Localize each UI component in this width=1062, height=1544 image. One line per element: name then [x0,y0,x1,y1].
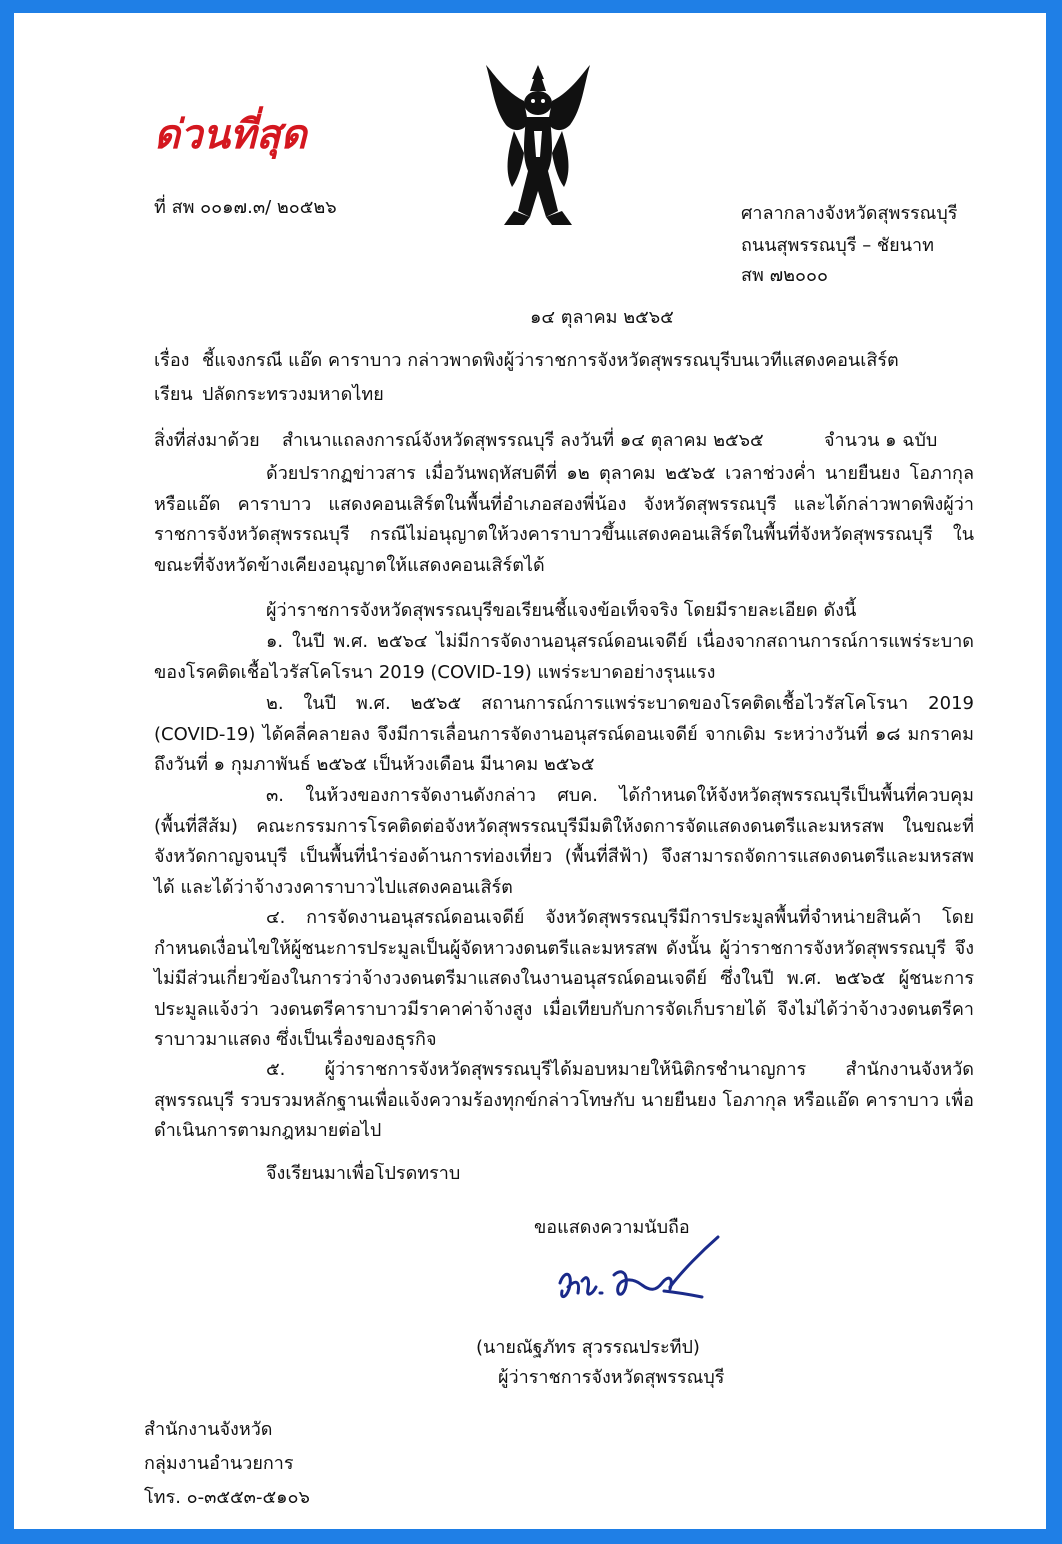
signatory-position: ผู้ว่าราชการจังหวัดสุพรรณบุรี [498,1367,725,1388]
body-item-3: ๓. ในห้วงของการจัดงานดังกล่าว ศบค. ได้กำหนดให้จังหวัดสุพรรณบุรีเป็นพื้นที่ควบคุม (พื้นที่สีส้ม) คณะกรรมการโรคติดต่อจังหวัดสุพรรณบุรีมีมติให้งดการจัดแสดงดนตรีและมหรสพ ในขณะที่จังหวัดกาญจนบุรี เป็นพื้นที่นำร่องด้านการท่องเที่ยว (พื้นที่สีฟ้า) จึงสามารถจัดการแสดงดนตรีและมหรสพได้ และได้ว่าจ้างวงคาราบาวไปแสดงคอนเสิร์ต [154,785,974,898]
footer-office: สำนักงานจังหวัด [144,1419,273,1440]
body-item-4: ๔. การจัดงานอนุสรณ์ดอนเจดีย์ จังหวัดสุพรรณบุรีมีการประมูลพื้นที่จำหน่ายสินค้า โดยกำหนดเงื่อนไขให้ผู้ชนะการประมูลเป็นผู้จัดหาวงดนตรีและมหรสพ ดังนั้น ผู้ว่าราชการจังหวัดสุพรรณบุรี จึงไม่มีส่วนเกี่ยวข้องในการว่าจ้างวงดนตรีมาแสดงในงานอนุสรณ์ดอนเจดีย์ ซึ่งในปี พ.ศ. ๒๕๖๕ ผู้ชนะการประมูลแจ้งว่า วงดนตรีคาราบาวมีราคาค่าจ้างสูง เมื่อเทียบกับการจัดเก็บรายได้ จึงไม่ได้ว่าจ้างวงดนตรีคาราบาวมาแสดง ซึ่งเป็นเรื่องของธุรกิจ [154,907,974,1050]
body-item-5: ๕. ผู้ว่าราชการจังหวัดสุพรรณบุรีได้มอบหมายให้นิติกรชำนาญการ สำนักงานจังหวัดสุพรรณบุรี รวบรวมหลักฐานเพื่อแจ้งความร้องทุกข์กล่าวโทษกับ นายยืนยง โอภากุล หรือแอ๊ด คาราบาว เพื่อดำเนินการตามกฎหมายต่อไป [154,1059,974,1141]
address-line-3: สพ ๗๒๐๐๐ [741,265,828,286]
letter-date: ๑๔ ตุลาคม ๒๕๖๕ [530,307,674,328]
enclosure-text: สำเนาแถลงการณ์จังหวัดสุพรรณบุรี ลงวันที่ ๑๔ ตุลาคม ๒๕๖๕ [282,430,764,451]
enclosure-count: จำนวน ๑ ฉบับ [824,430,938,451]
address-line-2: ถนนสุพรรณบุรี – ชัยนาท [741,235,934,256]
body-item-1: ๑. ในปี พ.ศ. ๒๕๖๔ ไม่มีการจัดงานอนุสรณ์ดอนเจดีย์ เนื่องจากสถานการณ์การแพร่ระบาดของโรคติดเชื้อไวรัสโคโรนา 2019 (COVID-19) แพร่ระบาดอย่างรุนแรง [154,631,974,683]
closing-line: จึงเรียนมาเพื่อโปรดทราบ [266,1163,461,1184]
subject-text: ชี้แจงกรณี แอ๊ด คาราบาว กล่าวพาดพิงผู้ว่าราชการจังหวัดสุพรรณบุรีบนเวทีแสดงคอนเสิร์ต [202,350,899,371]
enclosure-label: สิ่งที่ส่งมาด้วย [154,430,260,451]
recipient-label: เรียน [154,384,193,405]
urgency-stamp: ด่วนที่สุด [154,111,307,158]
subject-label: เรื่อง [154,350,190,371]
footer-phone: โทร. ๐-๓๕๕๓-๕๑๐๖ [144,1487,310,1508]
footer-division: กลุ่มงานอำนวยการ [144,1453,294,1474]
body-paragraph-2: ผู้ว่าราชการจังหวัดสุพรรณบุรีขอเรียนชี้แจงข้อเท็จจริง โดยมีรายละเอียด ดังนี้ [266,600,857,621]
letter-page [14,13,1046,1529]
body-item-2: ๒. ในปี พ.ศ. ๒๕๖๕ สถานการณ์การแพร่ระบาดของโรคติดเชื้อไวรัสโคโรนา 2019 (COVID-19) ได้คลี่คลายลง จึงมีการเลื่อนการจัดงานอนุสรณ์ดอนเจดีย์ จากเดิม ระหว่างวันที่ ๑๘ มกราคม ถึงวันที่ ๑ กุมภาพันธ์ ๒๕๖๕ เป็นห้วงเดือน มีนาคม ๒๕๖๕ [154,693,974,775]
signatory-name: (นายณัฐภัทร สุวรรณประทีป) [476,1337,700,1358]
handwritten-signature-icon [542,1231,722,1321]
regards-line: ขอแสดงความนับถือ [534,1217,690,1238]
recipient-text: ปลัดกระทรวงมหาดไทย [202,384,384,405]
address-line-1: ศาลากลางจังหวัดสุพรรณบุรี [741,203,958,224]
reference-number: ที่ สพ ๐๐๑๗.๓/ ๒๐๕๒๖ [154,197,337,218]
body-paragraph-1: ด้วยปรากฏข่าวสาร เมื่อวันพฤหัสบดีที่ ๑๒ ตุลาคม ๒๕๖๕ เวลาช่วงค่ำ นายยืนยง โอภากุล หรือแอ๊ด คาราบาว แสดงคอนเสิร์ตในพื้นที่อำเภอสองพี่น้อง จังหวัดสุพรรณบุรี และได้กล่าวพาดพิงผู้ว่าราชการจังหวัดสุพรรณบุรี กรณีไม่อนุญาตให้วงคาราบาวขึ้นแสดงคอนเสิร์ตในพื้นที่จังหวัดสุพรรณบุรี ในขณะที่จังหวัดข้างเคียงอนุญาตให้แสดงคอนเสิร์ตได้ [154,463,974,576]
garuda-emblem-icon [484,61,592,229]
